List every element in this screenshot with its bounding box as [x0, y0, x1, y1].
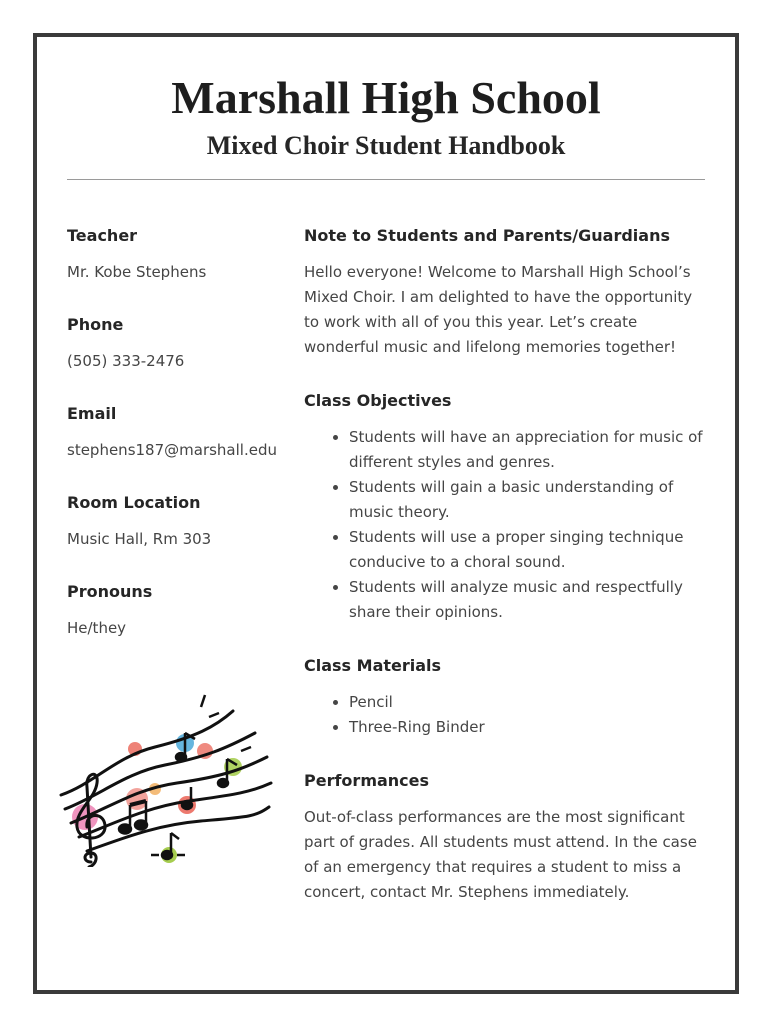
- materials-heading: Class Materials: [304, 656, 442, 675]
- note-text: Hello everyone! Welcome to Marshall High School’s Mixed Choir. I am delighted to have the opportunity to work with all of you this year. Let’s create wonderful music and lifelong memories together!: [304, 263, 693, 356]
- header-divider: [67, 179, 705, 180]
- materials-section: [304, 653, 704, 740]
- list-item: • Students will gain a basic understanding of music theory.: [349, 475, 704, 525]
- pronouns-label: Pronouns: [67, 582, 153, 601]
- pronouns-value: He/they: [67, 619, 127, 637]
- list-item: • Students will analyze music and respectfully share their opinions.: [349, 575, 704, 625]
- list-item: • Students will use a proper singing technique conducive to a choral sound.: [349, 525, 704, 575]
- staff-lines: [61, 711, 271, 851]
- room-label: Room Location: [67, 493, 201, 512]
- handbook-page: [33, 33, 739, 994]
- list-item: • Three-Ring Binder: [349, 715, 704, 740]
- teacher-group: [67, 223, 289, 312]
- email-value: stephens187@marshall.edu: [67, 441, 277, 459]
- performances-text: Out-of-class performances are the most significant part of grades. All students must attend. In the case of an emergency that requires a student to miss a concert, contact Mr. Stephens immediately.: [304, 808, 697, 901]
- materials-list: [304, 690, 704, 740]
- objectives-section: [304, 388, 704, 625]
- room-group: [67, 490, 289, 579]
- objectives-list: [304, 425, 704, 625]
- list-item: • Pencil: [349, 690, 704, 715]
- email-group: [67, 401, 289, 490]
- objectives-heading: Class Objectives: [304, 391, 452, 410]
- phone-label: Phone: [67, 315, 124, 334]
- teacher-value: Mr. Kobe Stephens: [67, 263, 207, 281]
- performances-section: [304, 768, 704, 905]
- phone-group: [67, 312, 289, 401]
- main-content: [304, 223, 704, 905]
- email-label: Email: [67, 404, 117, 423]
- teacher-label: Teacher: [67, 226, 138, 245]
- contact-sidebar: [67, 223, 289, 668]
- note-heading: Note to Students and Parents/Guardians: [304, 226, 670, 245]
- room-value: Music Hall, Rm 303: [67, 530, 212, 548]
- list-item: • Students will have an appreciation for music of different styles and genres.: [349, 425, 704, 475]
- pronouns-group: [67, 579, 289, 668]
- school-title: Marshall High School: [171, 72, 601, 123]
- music-notes-illustration-icon: [55, 687, 275, 867]
- phone-value: (505) 333-2476: [67, 352, 185, 370]
- performances-heading: Performances: [304, 771, 430, 790]
- note-section: [304, 223, 704, 360]
- handbook-subtitle: Mixed Choir Student Handbook: [206, 131, 566, 160]
